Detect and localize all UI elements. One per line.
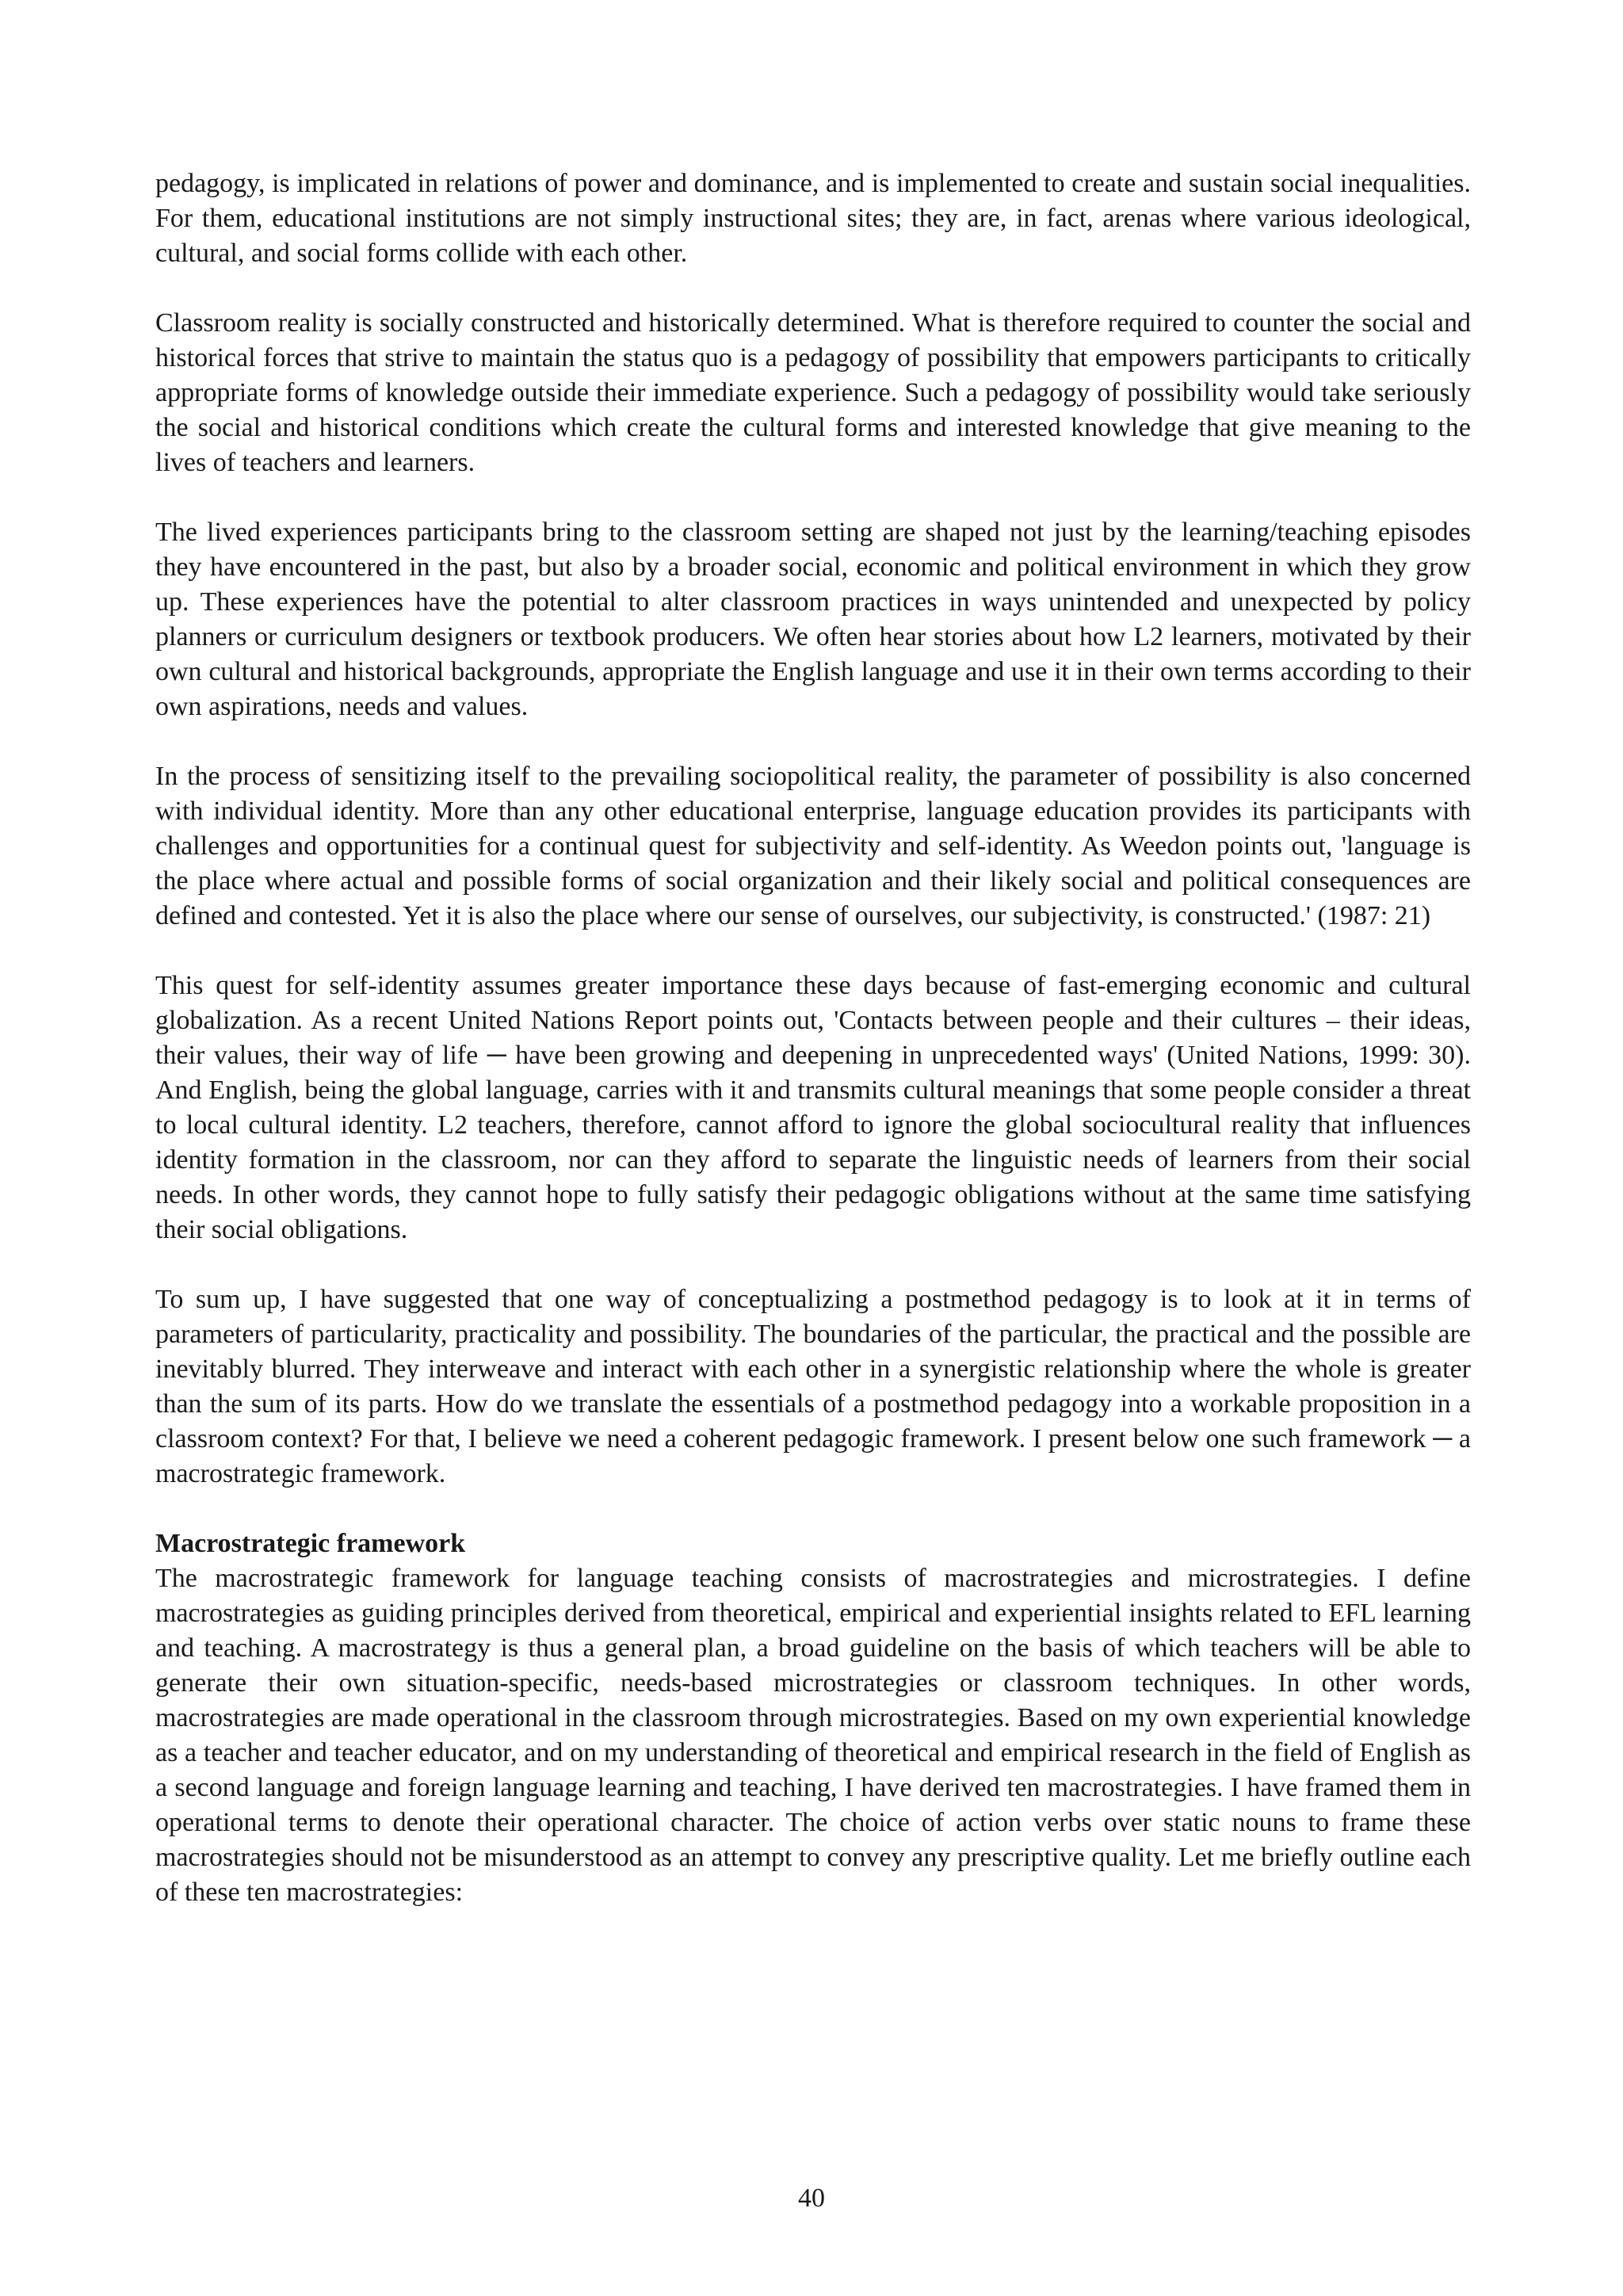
paragraph: The lived experiences participants bring to the classroom setting are shaped not just by the learning/teaching episodes they have encountered in the past, but also by a broader social, economic and political environment in which they grow up. These experiences have the potential to alter classroom practices in ways unintended and unexpected by policy planners or curriculum designers or textbook producers. We often hear stories about how L2 learners, motivated by their own cultural and historical backgrounds, appropriate the English language and use it in their own terms according to their own aspirations, needs and values.: [155, 518, 1471, 721]
section-heading: Macrostrategic framework: [155, 1529, 466, 1558]
paragraph: This quest for self-identity assumes greater importance these days because of fast-emerging economic and cultural globalization. As a recent United Nations Report points out, 'Contacts between people and their cultures – their ideas, their values, their way of life ─ have been growing and deepening in unprecedented ways' (United Nations, 1999: 30). And English, being the global language, carries with it and transmits cultural meanings that some people consider a threat to local cultural identity. L2 teachers, therefore, cannot afford to ignore the global sociocultural reality that influences identity formation in the classroom, nor can they afford to separate the linguistic needs of learners from their social needs. In other words, they cannot hope to fully satisfy their pedagogic obligations without at the same time satisfying their social obligations.: [155, 971, 1471, 1244]
paragraph: pedagogy, is implicated in relations of power and dominance, and is implemented to create and sustain social inequalities. For them, educational institutions are not simply instructional sites; they are, in fact, arenas where various ideological, cultural, and social forms collide with each other.: [155, 169, 1471, 268]
paragraph: To sum up, I have suggested that one way of conceptualizing a postmethod pedagogy is to look at it in terms of parameters of particularity, practicality and possibility. The boundaries of the particular, the practical and the possible are inevitably blurred. They interweave and interact with each other in a synergistic relationship where the whole is greater than the sum of its parts. How do we translate the essentials of a postmethod pedagogy into a workable proposition in a classroom context? For that, I believe we need a coherent pedagogic framework. I present below one such framework ─ a macrostrategic framework.: [155, 1285, 1471, 1488]
paragraph: In the process of sensitizing itself to the prevailing sociopolitical reality, the parameter of possibility is also concerned with individual identity. More than any other educational enterprise, language education provides its participants with challenges and opportunities for a continual quest for subjectivity and self-identity. As Weedon points out, 'language is the place where actual and possible forms of social organization and their likely social and political consequences are defined and contested. Yet it is also the place where our sense of ourselves, our subjectivity, is constructed.' (1987: 21): [155, 762, 1471, 930]
page-number: 40: [798, 2183, 825, 2213]
section-paragraph: The macrostrategic framework for language teaching consists of macrostrategies and microstrategies. I define macrostrategies as guiding principles derived from theoretical, empirical and experiential insights related to EFL learning and teaching. A macrostrategy is thus a general plan, a broad guideline on the basis of which teachers will be able to generate their own situation-specific, needs-based microstrategies or classroom techniques. In other words, macrostrategies are made operational in the classroom through microstrategies. Based on my own experiential knowledge as a teacher and teacher educator, and on my understanding of theoretical and empirical research in the field of English as a second language and foreign language learning and teaching, I have derived ten macrostrategies. I have framed them in operational terms to denote their operational character. The choice of action verbs over static nouns to frame these macrostrategies should not be misunderstood as an attempt to convey any prescriptive quality. Let me briefly outline each of these ten macrostrategies:: [155, 1564, 1471, 1907]
paragraph: Classroom reality is socially constructed and historically determined. What is therefore required to counter the social and historical forces that strive to maintain the status quo is a pedagogy of possibility that empowers participants to critically appropriate forms of knowledge outside their immediate experience. Such a pedagogy of possibility would take seriously the social and historical conditions which create the cultural forms and interested knowledge that give meaning to the lives of teachers and learners.: [155, 308, 1471, 477]
page-body: [155, 166, 1471, 1945]
